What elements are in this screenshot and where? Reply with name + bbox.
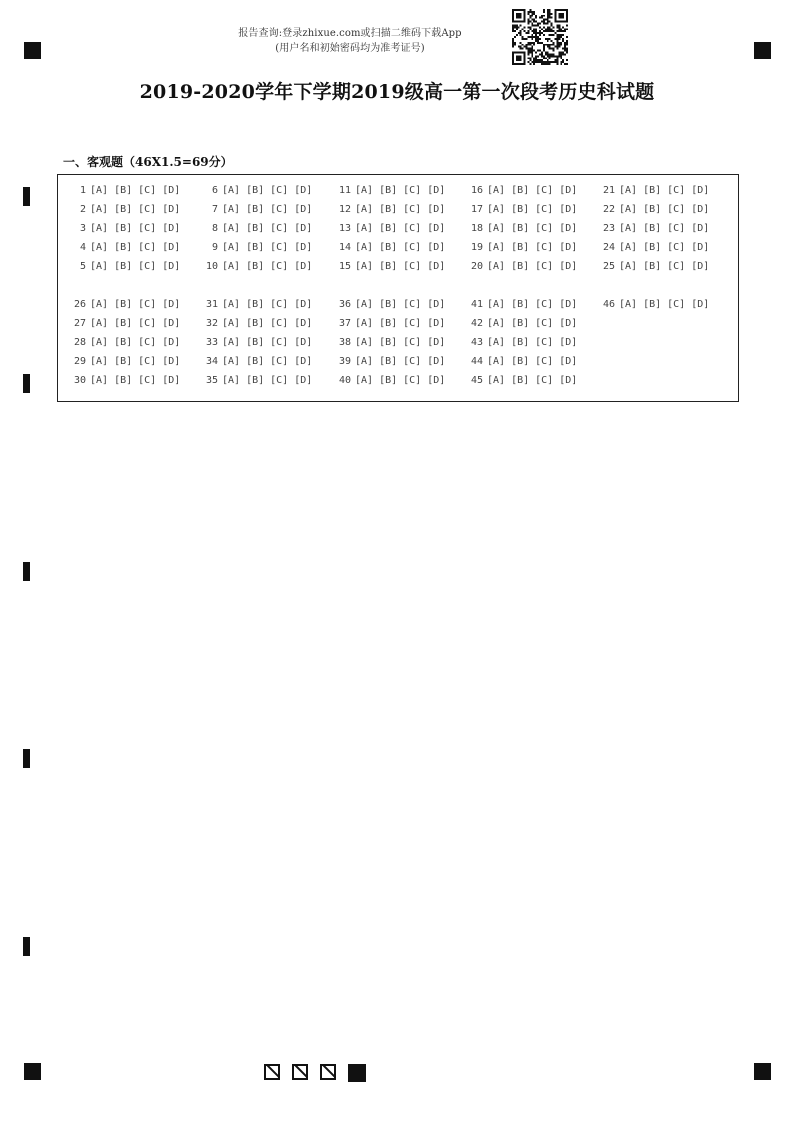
answer-bubble-b[interactable]: [B] — [114, 261, 133, 272]
registration-mark-top-left — [24, 42, 41, 59]
answer-bubble-b[interactable]: [B] — [114, 337, 133, 348]
answer-bubble-a[interactable]: [A] — [487, 375, 506, 386]
question-number: 15 — [338, 261, 351, 272]
answer-bubble-b[interactable]: [B] — [643, 242, 662, 253]
question-28 — [71, 337, 186, 349]
answer-bubble-a[interactable]: [A] — [619, 299, 638, 310]
question-30 — [71, 375, 186, 387]
answer-bubble-b[interactable]: [B] — [379, 356, 398, 367]
answer-bubble-b[interactable]: [B] — [114, 223, 133, 234]
answer-bubble-c[interactable]: [C] — [535, 204, 554, 215]
answer-bubble-c[interactable]: [C] — [667, 261, 686, 272]
answer-bubble-b[interactable]: [B] — [114, 185, 133, 196]
question-6 — [203, 185, 318, 197]
question-number: 3 — [79, 223, 86, 234]
answer-bubble-d[interactable]: [D] — [559, 299, 578, 310]
answer-bubble-b[interactable]: [B] — [643, 299, 662, 310]
question-number: 7 — [211, 204, 218, 215]
question-42 — [468, 318, 583, 330]
answer-bubble-a[interactable]: [A] — [487, 261, 506, 272]
answer-bubble-a[interactable]: [A] — [222, 242, 241, 253]
question-number: 27 — [73, 318, 86, 329]
answer-bubble-b[interactable]: [B] — [511, 337, 530, 348]
question-8 — [203, 223, 318, 235]
answer-bubble-a[interactable]: [A] — [487, 223, 506, 234]
answer-bubble-b[interactable]: [B] — [114, 204, 133, 215]
question-number: 22 — [602, 204, 615, 215]
answer-bubble-a[interactable]: [A] — [355, 204, 374, 215]
answer-bubble-d[interactable]: [D] — [559, 204, 578, 215]
question-40 — [336, 375, 451, 387]
answer-bubble-d[interactable]: [D] — [162, 223, 181, 234]
answer-bubble-c[interactable]: [C] — [403, 223, 422, 234]
answer-bubble-c[interactable]: [C] — [138, 337, 157, 348]
answer-bubble-d[interactable]: [D] — [559, 318, 578, 329]
question-number: 9 — [211, 242, 218, 253]
question-number: 36 — [338, 299, 351, 310]
answer-bubble-d[interactable]: [D] — [427, 337, 446, 348]
question-number: 17 — [470, 204, 483, 215]
question-number: 6 — [211, 185, 218, 196]
timing-mark — [23, 937, 30, 956]
answer-bubble-b[interactable]: [B] — [511, 204, 530, 215]
report-query-note: (用户名和初始密码均为准考证号) — [275, 43, 425, 54]
answer-bubble-c[interactable]: [C] — [667, 185, 686, 196]
answer-bubble-a[interactable]: [A] — [90, 223, 109, 234]
answer-bubble-c[interactable]: [C] — [270, 299, 289, 310]
answer-bubble-c[interactable]: [C] — [403, 299, 422, 310]
answer-bubble-c[interactable]: [C] — [270, 318, 289, 329]
timing-mark — [23, 374, 30, 393]
registration-mark-bottom-left — [24, 1063, 41, 1080]
answer-bubble-b[interactable]: [B] — [246, 185, 265, 196]
question-46 — [600, 299, 715, 311]
question-1 — [71, 185, 186, 197]
page-title: 2019-2020学年下学期2019级高一第一次段考历史科试题 — [139, 81, 655, 103]
answer-bubble-d[interactable]: [D] — [691, 299, 710, 310]
answer-bubble-c[interactable]: [C] — [270, 185, 289, 196]
answer-bubble-a[interactable]: [A] — [355, 375, 374, 386]
answer-bubble-a[interactable]: [A] — [355, 242, 374, 253]
question-number: 5 — [79, 261, 86, 272]
answer-bubble-b[interactable]: [B] — [379, 204, 398, 215]
question-number: 30 — [73, 375, 86, 386]
answer-bubble-c[interactable]: [C] — [138, 318, 157, 329]
answer-bubble-d[interactable]: [D] — [427, 375, 446, 386]
question-9 — [203, 242, 318, 254]
answer-bubble-c[interactable]: [C] — [535, 261, 554, 272]
answer-bubble-a[interactable]: [A] — [222, 337, 241, 348]
question-33 — [203, 337, 318, 349]
answer-bubble-b[interactable]: [B] — [511, 318, 530, 329]
question-number: 32 — [205, 318, 218, 329]
answer-bubble-b[interactable]: [B] — [114, 299, 133, 310]
answer-bubble-b[interactable]: [B] — [511, 223, 530, 234]
answer-bubble-c[interactable]: [C] — [403, 185, 422, 196]
answer-bubble-c[interactable]: [C] — [403, 261, 422, 272]
answer-bubble-a[interactable]: [A] — [222, 299, 241, 310]
question-20 — [468, 261, 583, 273]
question-44 — [468, 356, 583, 368]
answer-bubble-a[interactable]: [A] — [222, 356, 241, 367]
registration-mark-top-right — [754, 42, 771, 59]
question-26 — [71, 299, 186, 311]
answer-bubble-c[interactable]: [C] — [138, 204, 157, 215]
question-34 — [203, 356, 318, 368]
question-25 — [600, 261, 715, 273]
answer-bubble-b[interactable]: [B] — [246, 356, 265, 367]
answer-bubble-c[interactable]: [C] — [270, 261, 289, 272]
answer-bubble-c[interactable]: [C] — [403, 318, 422, 329]
answer-bubble-c[interactable]: [C] — [138, 299, 157, 310]
question-35 — [203, 375, 318, 387]
answer-bubble-a[interactable]: [A] — [90, 185, 109, 196]
answer-bubble-a[interactable]: [A] — [619, 261, 638, 272]
answer-bubble-d[interactable]: [D] — [294, 318, 313, 329]
question-32 — [203, 318, 318, 330]
question-number: 44 — [470, 356, 483, 367]
question-number: 33 — [205, 337, 218, 348]
question-number: 1 — [79, 185, 86, 196]
question-number: 12 — [338, 204, 351, 215]
question-36 — [336, 299, 451, 311]
question-number: 31 — [205, 299, 218, 310]
question-21 — [600, 185, 715, 197]
answer-bubble-a[interactable]: [A] — [619, 242, 638, 253]
answer-bubble-c[interactable]: [C] — [270, 337, 289, 348]
answer-bubble-d[interactable]: [D] — [691, 185, 710, 196]
question-23 — [600, 223, 715, 235]
answer-bubble-b[interactable]: [B] — [114, 375, 133, 386]
question-17 — [468, 204, 583, 216]
answer-bubble-b[interactable]: [B] — [511, 185, 530, 196]
answer-bubble-d[interactable]: [D] — [691, 261, 710, 272]
question-number: 45 — [470, 375, 483, 386]
answer-bubble-a[interactable]: [A] — [90, 375, 109, 386]
timing-mark — [23, 749, 30, 768]
hatched-mark — [292, 1064, 308, 1080]
answer-bubble-a[interactable]: [A] — [619, 223, 638, 234]
answer-bubble-b[interactable]: [B] — [114, 356, 133, 367]
question-number: 46 — [602, 299, 615, 310]
answer-bubble-d[interactable]: [D] — [559, 261, 578, 272]
answer-bubble-b[interactable]: [B] — [643, 204, 662, 215]
answer-bubble-b[interactable]: [B] — [379, 223, 398, 234]
answer-bubble-a[interactable]: [A] — [90, 318, 109, 329]
timing-mark — [23, 187, 30, 206]
answer-bubble-d[interactable]: [D] — [691, 242, 710, 253]
question-number: 35 — [205, 375, 218, 386]
question-number: 2 — [79, 204, 86, 215]
answer-bubble-b[interactable]: [B] — [379, 337, 398, 348]
answer-bubble-c[interactable]: [C] — [535, 318, 554, 329]
answer-bubble-a[interactable]: [A] — [487, 299, 506, 310]
answer-bubble-d[interactable]: [D] — [691, 223, 710, 234]
answer-bubble-b[interactable]: [B] — [511, 356, 530, 367]
answer-bubble-d[interactable]: [D] — [294, 356, 313, 367]
solid-mark — [348, 1064, 366, 1082]
answer-bubble-a[interactable]: [A] — [90, 299, 109, 310]
question-29 — [71, 356, 186, 368]
answer-bubble-a[interactable]: [A] — [355, 185, 374, 196]
registration-mark-bottom-right — [754, 1063, 771, 1080]
answer-bubble-d[interactable]: [D] — [294, 261, 313, 272]
answer-bubble-c[interactable]: [C] — [535, 356, 554, 367]
question-number: 8 — [211, 223, 218, 234]
question-number: 20 — [470, 261, 483, 272]
question-16 — [468, 185, 583, 197]
answer-bubble-d[interactable]: [D] — [162, 356, 181, 367]
answer-bubble-a[interactable]: [A] — [222, 261, 241, 272]
question-number: 42 — [470, 318, 483, 329]
question-3 — [71, 223, 186, 235]
answer-bubble-b[interactable]: [B] — [379, 318, 398, 329]
answer-bubble-a[interactable]: [A] — [487, 356, 506, 367]
answer-bubble-a[interactable]: [A] — [487, 185, 506, 196]
answer-bubble-a[interactable]: [A] — [487, 337, 506, 348]
question-number: 25 — [602, 261, 615, 272]
answer-bubble-a[interactable]: [A] — [355, 223, 374, 234]
answer-bubble-d[interactable]: [D] — [427, 185, 446, 196]
question-number: 18 — [470, 223, 483, 234]
answer-bubble-a[interactable]: [A] — [222, 318, 241, 329]
answer-bubble-d[interactable]: [D] — [294, 204, 313, 215]
answer-bubble-b[interactable]: [B] — [643, 185, 662, 196]
answer-bubble-d[interactable]: [D] — [294, 375, 313, 386]
question-number: 38 — [338, 337, 351, 348]
question-5 — [71, 261, 186, 273]
answer-bubble-d[interactable]: [D] — [294, 337, 313, 348]
answer-bubble-c[interactable]: [C] — [667, 299, 686, 310]
answer-bubble-d[interactable]: [D] — [427, 223, 446, 234]
question-11 — [336, 185, 451, 197]
answer-bubble-d[interactable]: [D] — [162, 261, 181, 272]
question-22 — [600, 204, 715, 216]
answer-bubble-b[interactable]: [B] — [246, 375, 265, 386]
question-37 — [336, 318, 451, 330]
answer-bubble-d[interactable]: [D] — [162, 185, 181, 196]
answer-bubble-c[interactable]: [C] — [403, 337, 422, 348]
answer-bubble-b[interactable]: [B] — [246, 318, 265, 329]
question-number: 34 — [205, 356, 218, 367]
question-number: 39 — [338, 356, 351, 367]
answer-bubble-a[interactable]: [A] — [222, 185, 241, 196]
answer-bubble-a[interactable]: [A] — [90, 242, 109, 253]
answer-bubble-d[interactable]: [D] — [162, 375, 181, 386]
answer-bubble-b[interactable]: [B] — [379, 299, 398, 310]
question-7 — [203, 204, 318, 216]
answer-bubble-a[interactable]: [A] — [90, 356, 109, 367]
answer-bubble-b[interactable]: [B] — [511, 242, 530, 253]
answer-bubble-d[interactable]: [D] — [162, 337, 181, 348]
question-number: 37 — [338, 318, 351, 329]
hatched-mark — [264, 1064, 280, 1080]
question-number: 13 — [338, 223, 351, 234]
answer-bubble-c[interactable]: [C] — [535, 223, 554, 234]
answer-bubble-b[interactable]: [B] — [246, 337, 265, 348]
answer-bubble-c[interactable]: [C] — [270, 242, 289, 253]
answer-bubble-d[interactable]: [D] — [294, 299, 313, 310]
answer-bubble-b[interactable]: [B] — [246, 223, 265, 234]
timing-mark — [23, 562, 30, 581]
answer-bubble-c[interactable]: [C] — [270, 223, 289, 234]
question-15 — [336, 261, 451, 273]
answer-bubble-a[interactable]: [A] — [355, 261, 374, 272]
answer-bubble-b[interactable]: [B] — [511, 261, 530, 272]
question-number: 40 — [338, 375, 351, 386]
answer-bubble-b[interactable]: [B] — [379, 261, 398, 272]
answer-bubble-b[interactable]: [B] — [511, 299, 530, 310]
answer-bubble-a[interactable]: [A] — [222, 204, 241, 215]
answer-bubble-d[interactable]: [D] — [559, 185, 578, 196]
answer-bubble-d[interactable]: [D] — [559, 337, 578, 348]
question-number: 14 — [338, 242, 351, 253]
answer-bubble-d[interactable]: [D] — [559, 356, 578, 367]
qr-code-icon[interactable] — [512, 9, 568, 65]
answer-bubble-c[interactable]: [C] — [535, 375, 554, 386]
answer-bubble-a[interactable]: [A] — [355, 356, 374, 367]
question-45 — [468, 375, 583, 387]
answer-bubble-d[interactable]: [D] — [559, 223, 578, 234]
answer-bubble-c[interactable]: [C] — [535, 185, 554, 196]
answer-bubble-b[interactable]: [B] — [379, 375, 398, 386]
answer-bubble-a[interactable]: [A] — [619, 185, 638, 196]
answer-bubble-d[interactable]: [D] — [559, 375, 578, 386]
answer-bubble-a[interactable]: [A] — [487, 318, 506, 329]
question-19 — [468, 242, 583, 254]
question-43 — [468, 337, 583, 349]
answer-bubble-d[interactable]: [D] — [162, 242, 181, 253]
answer-bubble-a[interactable]: [A] — [90, 204, 109, 215]
question-number: 43 — [470, 337, 483, 348]
answer-bubble-c[interactable]: [C] — [403, 242, 422, 253]
answer-bubble-d[interactable]: [D] — [162, 299, 181, 310]
question-number: 29 — [73, 356, 86, 367]
question-18 — [468, 223, 583, 235]
question-27 — [71, 318, 186, 330]
answer-bubble-c[interactable]: [C] — [667, 204, 686, 215]
question-12 — [336, 204, 451, 216]
answer-bubble-a[interactable]: [A] — [355, 299, 374, 310]
question-24 — [600, 242, 715, 254]
section-heading: 一、客观题（46X1.5=69分） — [63, 155, 233, 169]
answer-bubble-d[interactable]: [D] — [427, 242, 446, 253]
question-2 — [71, 204, 186, 216]
question-number: 16 — [470, 185, 483, 196]
answer-bubble-b[interactable]: [B] — [246, 242, 265, 253]
answer-bubble-c[interactable]: [C] — [667, 242, 686, 253]
answer-bubble-c[interactable]: [C] — [138, 261, 157, 272]
answer-bubble-c[interactable]: [C] — [270, 204, 289, 215]
answer-bubble-a[interactable]: [A] — [487, 242, 506, 253]
question-number: 24 — [602, 242, 615, 253]
answer-bubble-d[interactable]: [D] — [294, 185, 313, 196]
answer-bubble-d[interactable]: [D] — [427, 356, 446, 367]
answer-bubble-c[interactable]: [C] — [403, 356, 422, 367]
answer-bubble-a[interactable]: [A] — [222, 375, 241, 386]
answer-bubble-d[interactable]: [D] — [427, 204, 446, 215]
answer-bubble-a[interactable]: [A] — [355, 318, 374, 329]
answer-bubble-c[interactable]: [C] — [138, 356, 157, 367]
answer-bubble-a[interactable]: [A] — [90, 337, 109, 348]
answer-bubble-c[interactable]: [C] — [535, 299, 554, 310]
question-number: 26 — [73, 299, 86, 310]
answer-bubble-c[interactable]: [C] — [667, 223, 686, 234]
answer-bubble-d[interactable]: [D] — [691, 204, 710, 215]
question-14 — [336, 242, 451, 254]
question-39 — [336, 356, 451, 368]
answer-bubble-b[interactable]: [B] — [511, 375, 530, 386]
answer-bubble-d[interactable]: [D] — [162, 318, 181, 329]
answer-bubble-c[interactable]: [C] — [270, 375, 289, 386]
hatched-mark — [320, 1064, 336, 1080]
question-number: 41 — [470, 299, 483, 310]
answer-bubble-a[interactable]: [A] — [487, 204, 506, 215]
question-number: 21 — [602, 185, 615, 196]
answer-bubble-c[interactable]: [C] — [138, 223, 157, 234]
question-41 — [468, 299, 583, 311]
answer-bubble-c[interactable]: [C] — [138, 242, 157, 253]
answer-bubble-b[interactable]: [B] — [643, 223, 662, 234]
answer-bubble-b[interactable]: [B] — [643, 261, 662, 272]
answer-bubble-a[interactable]: [A] — [90, 261, 109, 272]
answer-bubble-b[interactable]: [B] — [246, 204, 265, 215]
question-number: 11 — [338, 185, 351, 196]
answer-bubble-d[interactable]: [D] — [559, 242, 578, 253]
answer-bubble-b[interactable]: [B] — [379, 242, 398, 253]
answer-bubble-c[interactable]: [C] — [403, 375, 422, 386]
answer-bubble-a[interactable]: [A] — [355, 337, 374, 348]
question-number: 28 — [73, 337, 86, 348]
answer-bubble-a[interactable]: [A] — [619, 204, 638, 215]
question-38 — [336, 337, 451, 349]
answer-bubble-b[interactable]: [B] — [114, 242, 133, 253]
answer-bubble-b[interactable]: [B] — [246, 299, 265, 310]
question-4 — [71, 242, 186, 254]
question-13 — [336, 223, 451, 235]
answer-bubble-d[interactable]: [D] — [427, 318, 446, 329]
question-10 — [203, 261, 318, 273]
answer-bubble-c[interactable]: [C] — [403, 204, 422, 215]
answer-bubble-c[interactable]: [C] — [535, 242, 554, 253]
answer-bubble-b[interactable]: [B] — [379, 185, 398, 196]
report-query-line: 报告查询:登录zhixue.com或扫描二维码下载App — [238, 28, 462, 39]
answer-grid — [57, 174, 739, 402]
question-number: 23 — [602, 223, 615, 234]
answer-bubble-c[interactable]: [C] — [270, 356, 289, 367]
answer-bubble-d[interactable]: [D] — [427, 299, 446, 310]
answer-bubble-b[interactable]: [B] — [246, 261, 265, 272]
question-number: 4 — [79, 242, 86, 253]
answer-bubble-c[interactable]: [C] — [535, 337, 554, 348]
answer-bubble-d[interactable]: [D] — [427, 261, 446, 272]
question-number: 10 — [205, 261, 218, 272]
answer-bubble-a[interactable]: [A] — [222, 223, 241, 234]
answer-bubble-c[interactable]: [C] — [138, 185, 157, 196]
answer-bubble-d[interactable]: [D] — [162, 204, 181, 215]
answer-bubble-d[interactable]: [D] — [294, 223, 313, 234]
question-number: 19 — [470, 242, 483, 253]
answer-bubble-d[interactable]: [D] — [294, 242, 313, 253]
answer-bubble-b[interactable]: [B] — [114, 318, 133, 329]
question-31 — [203, 299, 318, 311]
answer-bubble-c[interactable]: [C] — [138, 375, 157, 386]
